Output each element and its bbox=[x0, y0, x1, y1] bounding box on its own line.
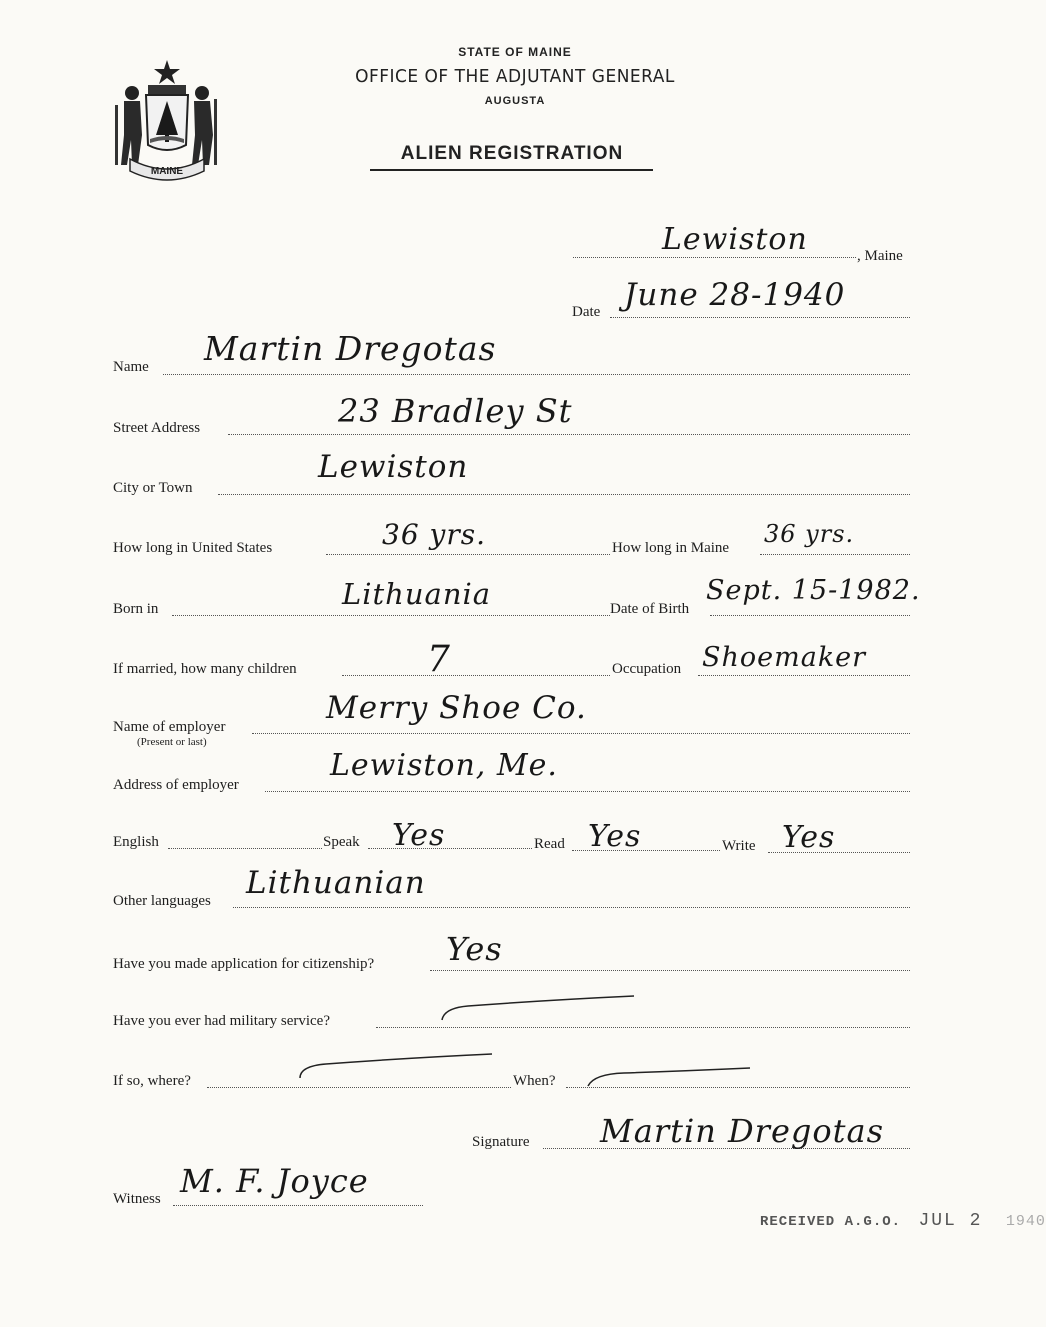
date-entry: June 28-1940 bbox=[624, 277, 846, 313]
read-entry: Yes bbox=[588, 819, 642, 854]
english-line bbox=[168, 848, 322, 849]
other-languages-label: Other languages bbox=[113, 893, 211, 909]
read-label: Read bbox=[534, 836, 565, 852]
town-entry: Lewiston bbox=[662, 222, 808, 257]
military-label: Have you ever had military service? bbox=[113, 1013, 330, 1029]
employer-line bbox=[252, 733, 910, 734]
english-label: English bbox=[113, 834, 159, 850]
dob-line bbox=[710, 615, 910, 616]
occupation-line bbox=[698, 675, 910, 676]
town-suffix: , Maine bbox=[857, 248, 903, 264]
when-label: When? bbox=[513, 1073, 556, 1089]
when-dash-mark bbox=[584, 1064, 754, 1090]
city-entry: Lewiston bbox=[318, 449, 469, 485]
employer-address-label: Address of employer bbox=[113, 777, 239, 793]
born-line bbox=[172, 615, 610, 616]
employer-sublabel: (Present or last) bbox=[137, 736, 207, 748]
write-entry: Yes bbox=[782, 820, 836, 855]
name-label: Name bbox=[113, 359, 149, 375]
name-entry: Martin Dregotas bbox=[204, 329, 497, 368]
maine-label: How long in Maine bbox=[612, 540, 730, 556]
speak-label: Speak bbox=[323, 834, 360, 850]
occupation-entry: Shoemaker bbox=[702, 642, 867, 673]
witness-label: Witness bbox=[113, 1191, 161, 1207]
witness-line bbox=[173, 1205, 423, 1206]
employer-entry: Merry Shoe Co. bbox=[326, 690, 587, 726]
born-entry: Lithuania bbox=[342, 577, 492, 611]
other-languages-entry: Lithuanian bbox=[246, 865, 426, 901]
write-label: Write bbox=[722, 838, 756, 854]
date-label: Date bbox=[572, 304, 601, 320]
city-line bbox=[218, 494, 910, 495]
children-label: If married, how many children bbox=[113, 661, 297, 677]
where-label: If so, where? bbox=[113, 1073, 191, 1089]
years-maine-entry: 36 yrs. bbox=[764, 520, 855, 548]
military-dash-mark bbox=[438, 994, 638, 1024]
city-heading: AUGUSTA bbox=[484, 95, 546, 107]
stamp-received: RECEIVED A.G.O. bbox=[760, 1214, 902, 1230]
employer-label: Name of employer bbox=[113, 719, 226, 735]
children-line bbox=[342, 675, 610, 676]
speak-entry: Yes bbox=[392, 818, 446, 853]
stamp-date: JUL 2 bbox=[918, 1211, 983, 1231]
citizenship-entry: Yes bbox=[446, 930, 503, 968]
citizenship-label: Have you made application for citizenship? bbox=[113, 956, 375, 972]
where-line bbox=[207, 1087, 511, 1088]
witness-entry: M. F. Joyce bbox=[180, 1162, 369, 1200]
employer-address-line bbox=[265, 791, 910, 792]
dob-entry: Sept. 15-1982. bbox=[706, 575, 921, 606]
state-heading: STATE OF MAINE bbox=[458, 45, 572, 59]
military-line bbox=[376, 1027, 910, 1028]
form-title: ALIEN REGISTRATION bbox=[400, 143, 624, 164]
us-label: How long in United States bbox=[113, 540, 273, 556]
name-line bbox=[163, 374, 910, 375]
stamp-year: 1940 bbox=[1005, 1213, 1046, 1230]
city-label: City or Town bbox=[113, 480, 193, 496]
seal-text: MAINE bbox=[150, 166, 184, 177]
town-line bbox=[573, 257, 856, 258]
other-languages-line bbox=[233, 907, 910, 908]
date-line bbox=[610, 317, 910, 318]
dob-label: Date of Birth bbox=[610, 601, 690, 617]
born-label: Born in bbox=[113, 601, 159, 617]
occupation-label: Occupation bbox=[612, 661, 682, 677]
received-stamp bbox=[760, 1211, 1046, 1231]
employer-address-entry: Lewiston, Me. bbox=[330, 748, 558, 783]
signature-entry: Martin Dregotas bbox=[600, 1112, 885, 1150]
children-entry: 7 bbox=[427, 639, 451, 680]
street-label: Street Address bbox=[113, 420, 201, 436]
years-us-entry: 36 yrs. bbox=[382, 518, 487, 551]
street-entry: 23 Bradley St bbox=[338, 392, 573, 430]
title-underline bbox=[370, 169, 653, 171]
signature-label: Signature bbox=[472, 1134, 530, 1150]
office-heading: OFFICE OF THE ADJUTANT GENERAL bbox=[355, 66, 675, 88]
where-dash-mark bbox=[296, 1052, 496, 1082]
us-line bbox=[326, 554, 610, 555]
maine-line bbox=[760, 554, 910, 555]
street-line bbox=[228, 434, 910, 435]
citizenship-line bbox=[430, 970, 910, 971]
